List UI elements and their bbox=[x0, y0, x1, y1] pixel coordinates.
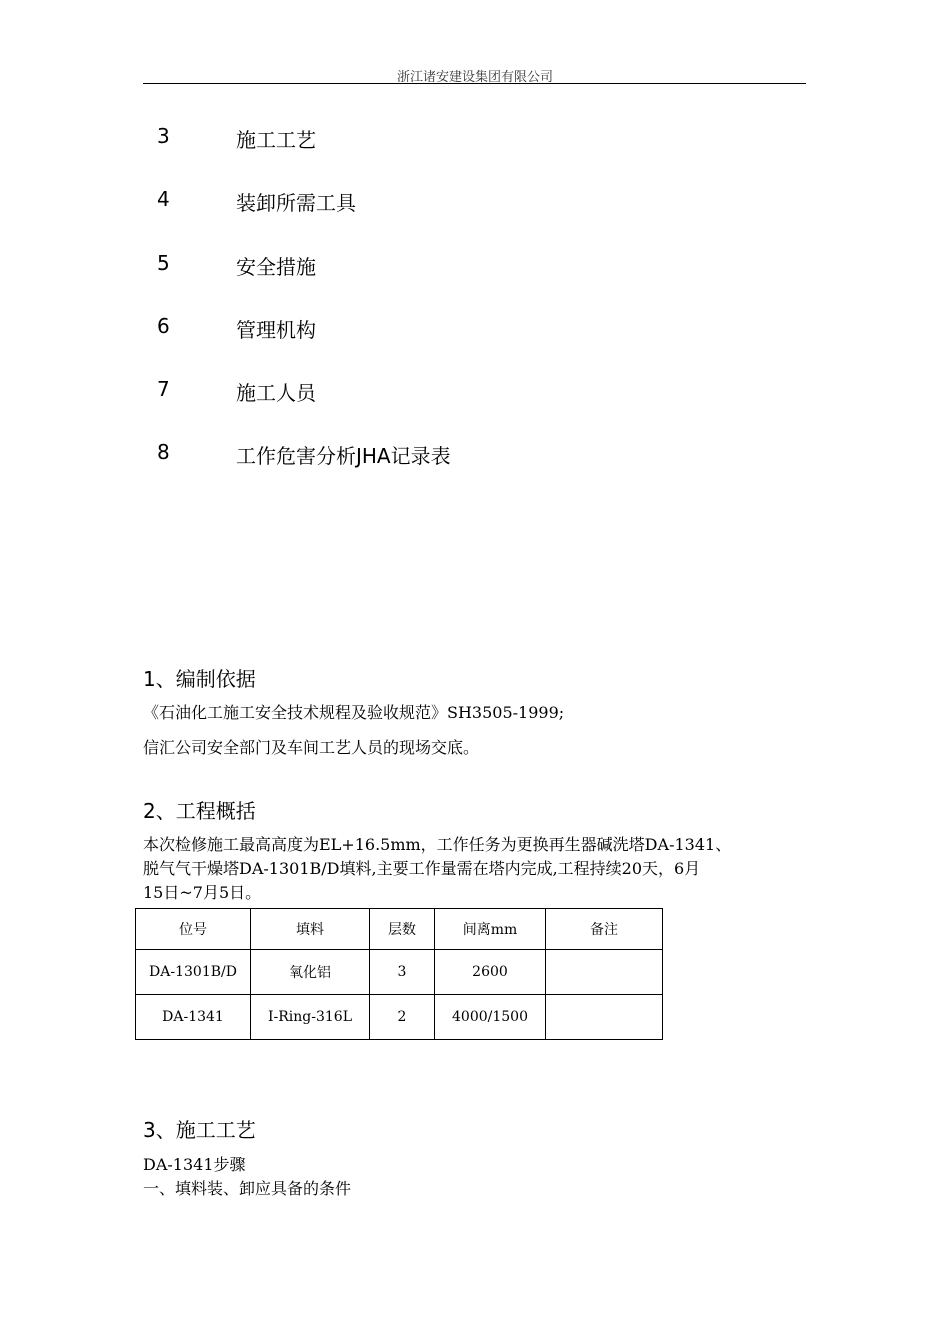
packing-table bbox=[135, 908, 663, 1040]
toc-number: 8 bbox=[157, 440, 170, 464]
table-cell: DA-1301B/D bbox=[136, 950, 251, 995]
toc-number: 4 bbox=[157, 187, 170, 211]
section-text-line: 《石油化工施工安全技术规程及验收规范》SH3505-1999; bbox=[143, 703, 565, 722]
table-cell: 氧化铝 bbox=[251, 950, 370, 995]
section-heading: 2、工程概括 bbox=[143, 799, 256, 823]
section-heading: 3、施工工艺 bbox=[143, 1118, 256, 1142]
toc-title: 装卸所需工具 bbox=[236, 191, 356, 215]
table-header-cell: 层数 bbox=[370, 909, 435, 950]
section-text-line: 脱气气干燥塔DA-1301B/D填料,主要工作量需在塔内完成,工程持续20天，6月 bbox=[143, 859, 701, 878]
toc-title: 施工人员 bbox=[236, 381, 316, 405]
section-text-line: DA-1341步骤 bbox=[143, 1155, 246, 1174]
table-row bbox=[136, 950, 663, 995]
section-text-line: 15日~7月5日。 bbox=[143, 883, 262, 902]
section-heading: 1、编制依据 bbox=[143, 667, 256, 691]
toc-title: 管理机构 bbox=[236, 318, 316, 342]
toc-number: 5 bbox=[157, 251, 170, 275]
section-text-line: 本次检修施工最高高度为EL+16.5mm，工作任务为更换再生器碱洗塔DA-1341、 bbox=[143, 835, 732, 854]
toc-number: 3 bbox=[157, 124, 170, 148]
table-header-cell: 填料 bbox=[251, 909, 370, 950]
table-header-cell: 间离mm bbox=[435, 909, 546, 950]
section-text-line: 一、填料装、卸应具备的条件 bbox=[143, 1179, 352, 1198]
toc-number: 6 bbox=[157, 314, 170, 338]
table-cell: I-Ring-316L bbox=[251, 995, 370, 1040]
table-cell: 3 bbox=[370, 950, 435, 995]
table-cell: 4000/1500 bbox=[435, 995, 546, 1040]
section-text-line: 信汇公司安全部门及车间工艺人员的现场交底。 bbox=[143, 738, 480, 757]
table-cell: 2600 bbox=[435, 950, 546, 995]
table-row bbox=[136, 995, 663, 1040]
table-cell: 2 bbox=[370, 995, 435, 1040]
page-header-company: 浙江诸安建设集团有限公司 bbox=[396, 70, 553, 85]
table-header-cell: 位号 bbox=[136, 909, 251, 950]
table-header-cell: 备注 bbox=[546, 909, 663, 950]
table-header-row bbox=[136, 909, 663, 950]
toc-number: 7 bbox=[157, 377, 170, 401]
toc-title: 施工工艺 bbox=[236, 128, 316, 152]
table-cell: DA-1341 bbox=[136, 995, 251, 1040]
header-divider bbox=[143, 83, 806, 84]
table-cell bbox=[546, 950, 663, 995]
toc-title: 工作危害分析JHA记录表 bbox=[236, 444, 451, 468]
toc-title: 安全措施 bbox=[236, 255, 316, 279]
table-cell bbox=[546, 995, 663, 1040]
